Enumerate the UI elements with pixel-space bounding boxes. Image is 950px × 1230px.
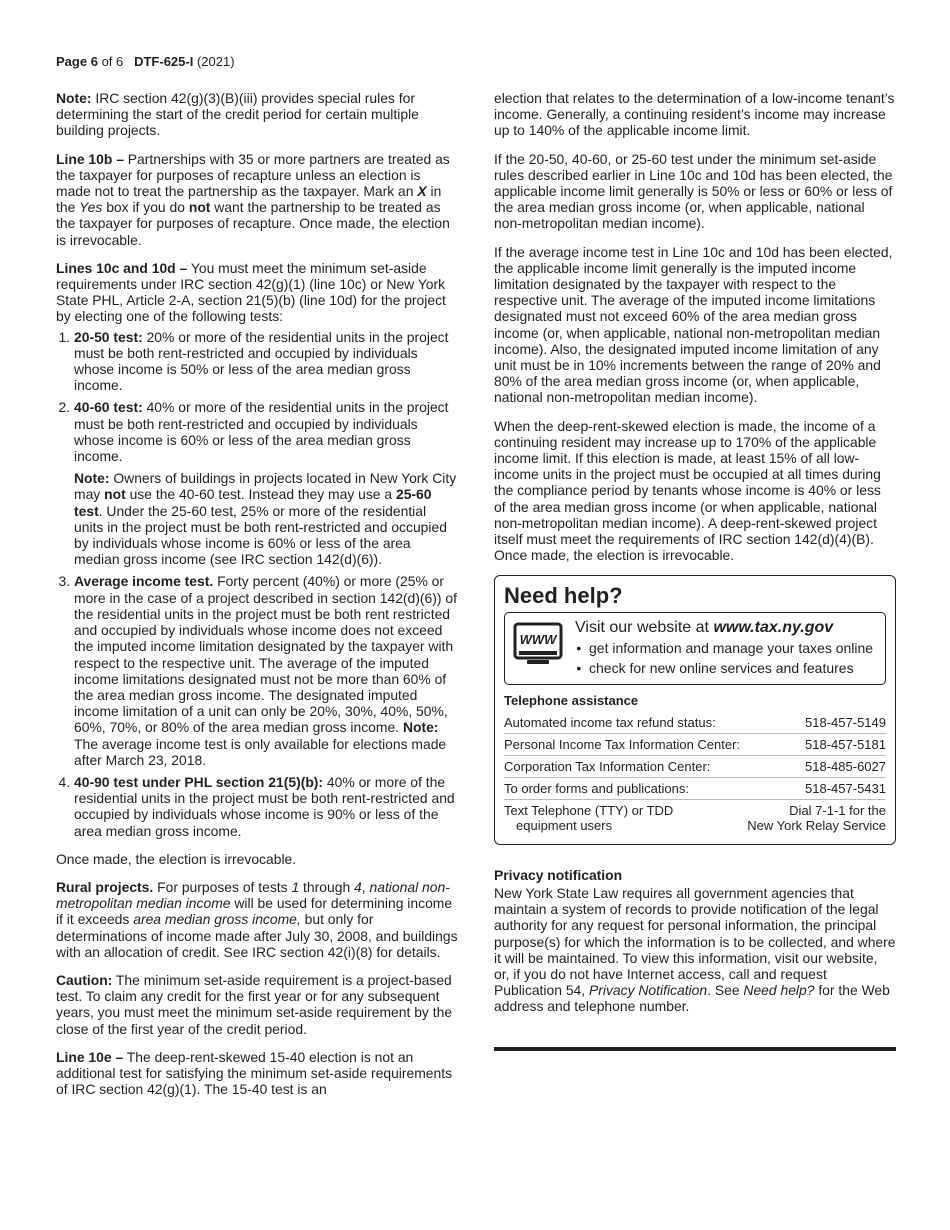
list-item: 3. Average income test. Forty percent (40%) or more (25% or more in the case of a project described in section 142(d)(6)) of the residential units in the project must be both rent restricted and occupied by individuals whose income does not exceed the imputed income limitation designated by the taxpayer with respect to the respective unit. The average of the imputed income limitations designated must not be more than 60% of the area median gross income. The designated imputed income limitation of a unit can only be 20%, 30%, 40%, 50%, 60%, 70%, or 80% of the area median gross income. Note: The average income test is only available for elections made after March 23, 2018.	[74, 573, 458, 767]
form-number: DTF-625-I	[134, 54, 194, 69]
continuation-paragraph: election that relates to the determination of a low-income tenant’s income. Generally, a continuing resident’s income may increase up to 140% of the applicable income limit.	[494, 90, 895, 139]
page-number: 6	[90, 54, 98, 69]
table-row: Text Telephone (TTY) or TDD equipment users Dial 7-1-1 for the New York Relay Service	[504, 799, 886, 836]
telephone-heading: Telephone assistance	[504, 693, 639, 709]
end-rule	[494, 1047, 896, 1051]
list-item: 2. 40-60 test: 40% or more of the residential units in the project must be both rent-restricted and occupied by individuals whose income is 60% or less of the area median gross income. Note: Owners of buildings in projects located in New York City may not use the 40-60 test. Instead they may use a 25-60 test. Under the 25-60 test, 25% or more of the residential units in the project must be both rent-restricted and occupied by individuals whose income is 60% or less of the area median gross income (see IRC section 142(d)(6)).	[74, 399, 458, 567]
list-item: • get information and manage your taxes online	[589, 638, 877, 658]
list-item: 1. 20-50 test: 20% or more of the residential units in the project must be both rent-restricted and occupied by individuals whose income is 50% or less of the area median gross income.	[74, 329, 458, 394]
right-column	[494, 90, 896, 1051]
website-box	[504, 612, 886, 685]
page-header	[56, 54, 235, 69]
website-link[interactable]: www.tax.ny.gov	[713, 619, 834, 637]
list-item: 4. 40-90 test under PHL section 21(5)(b): 40% or more of the residential units in the project must be both rent-restricted and occupied by individuals whose income is 90% or less of the area median gross income.	[74, 774, 458, 839]
deep-rent-skewed-paragraph: When the deep-rent-skewed election is made, the income of a continuing resident may increase up to 170% of the applicable income limit. If this election is made, at least 15% of all low-income units in the project must be occupied at all times during the compliance period by tenants whose income is 40% or less of the area median gross income (or when applicable, national non-metropolitan median income). A deep-rent-skewed project itself must meet the requirements of IRC section 142(d)(4)(B). Once made, the election is irrevocable.	[494, 417, 881, 564]
page-total: of 6	[101, 54, 124, 69]
website-bullets	[575, 638, 877, 678]
list-item: • check for new online services and features	[589, 658, 877, 678]
caution-paragraph: Caution: The minimum set-aside requirement is a project-based test. To claim any credit for the first year or for any subsequent years, you must meet the minimum set-aside requirement by the close of the first year of the credit period.	[56, 971, 453, 1037]
privacy-heading: Privacy notification	[494, 866, 623, 883]
income-limit-paragraph: If the 20-50, 40-60, or 25-60 test under the minimum set-aside rules described earlier in Line 10c and 10d has been elected, the applicable income limit generally is 50% or less or 60% or less of the area median gross income (or, when applicable, national non-metropolitan median income).	[494, 150, 893, 232]
svg-text:WWW: WWW	[519, 632, 557, 648]
visit-text: Visit our website at	[575, 619, 714, 637]
left-column	[56, 90, 458, 1109]
table-row: To order forms and publications: 518-457-5431	[504, 777, 886, 799]
table-row: Personal Income Tax Information Center: 518-457-5181	[504, 733, 886, 755]
line-10e-paragraph: Line 10e – The deep-rent-skewed 15-40 election is not an additional test for satisfying the minimum set-aside requirements of IRC section 42(g)(1). The 15-40 test is an	[56, 1048, 453, 1098]
rural-projects-paragraph: Rural projects. For purposes of tests 1 through 4, national non-metropolitan median income will be used for determining income if it exceeds area median gross income, but only for determinations of income made after July 30, 2008, and buildings with an allocation of credit. See IRC section 42(i)(8) for details.	[56, 878, 458, 960]
irrevocable-paragraph: Once made, the election is irrevocable.	[56, 850, 297, 867]
page-label: Page	[56, 54, 88, 69]
note-paragraph: Note: IRC section 42(g)(3)(B)(iii) provides special rules for determining the start of the credit period for certain multiple building projects.	[56, 90, 419, 139]
test-note: Note: Owners of buildings in projects located in New York City may not use the 40-60 test. Instead they may use a 25-60 test. Under the 25-60 test, 25% or more of the residential units in the project must be both rent-restricted and occupied by individuals whose income is 60% or less of the area median gross income (see IRC section 142(d)(6)).	[74, 470, 457, 568]
lines-10c-10d-paragraph: Lines 10c and 10d – You must meet the minimum set-aside requirements under IRC section 42(g)(1) (line 10c) or New York State PHL, Article 2-A, section 21(5)(b) (line 10d) for the project by electing one of the following tests:	[56, 259, 446, 325]
line-10b-paragraph: Line 10b – Partnerships with 35 or more partners are treated as the taxpayer for purposes of recapture unless an election is made not to treat the partnership as the taxpayer. Mark an X in the Yes box if you do not want the partnership to be treated as the taxpayer for purposes of recapture. Once made, the election is irrevocable.	[56, 150, 450, 248]
telephone-table	[504, 712, 886, 836]
computer-www-icon	[513, 618, 563, 678]
table-row: Automated income tax refund status: 518-457-5149	[504, 714, 886, 730]
average-income-paragraph: If the average income test in Line 10c and 10d has been elected, the applicable income limit generally is the imputed income limitation designated by the taxpayer with respect to the respective unit. The average of the imputed income limitations designated must not exceed 60% of the area median gross income (or, when applicable, national non-metropolitan median income). Also, the designated imputed income limitation of any unit must be in 10% increments between the range of 20% and 80% of the area median gross income (or, when applicable, national non-metropolitan median income).	[494, 243, 893, 406]
need-help-title: Need help?	[504, 583, 623, 609]
form-year: (2021)	[196, 54, 235, 69]
privacy-paragraph: New York State Law requires all government agencies that maintain a system of records to provide notification of the legal authority for any request for personal information, the principal purpose(s) for which the information is to be collected, and where it will be maintained. To view this information, visit our website, or, if you do not have Internet access, call and request Publication 54, Privacy Notification. See Need help? for the Web address and telephone number.	[494, 884, 896, 1015]
table-row: Corporation Tax Information Center: 518-485-6027	[504, 755, 886, 777]
tests-list	[56, 329, 458, 839]
need-help-box	[494, 575, 896, 844]
